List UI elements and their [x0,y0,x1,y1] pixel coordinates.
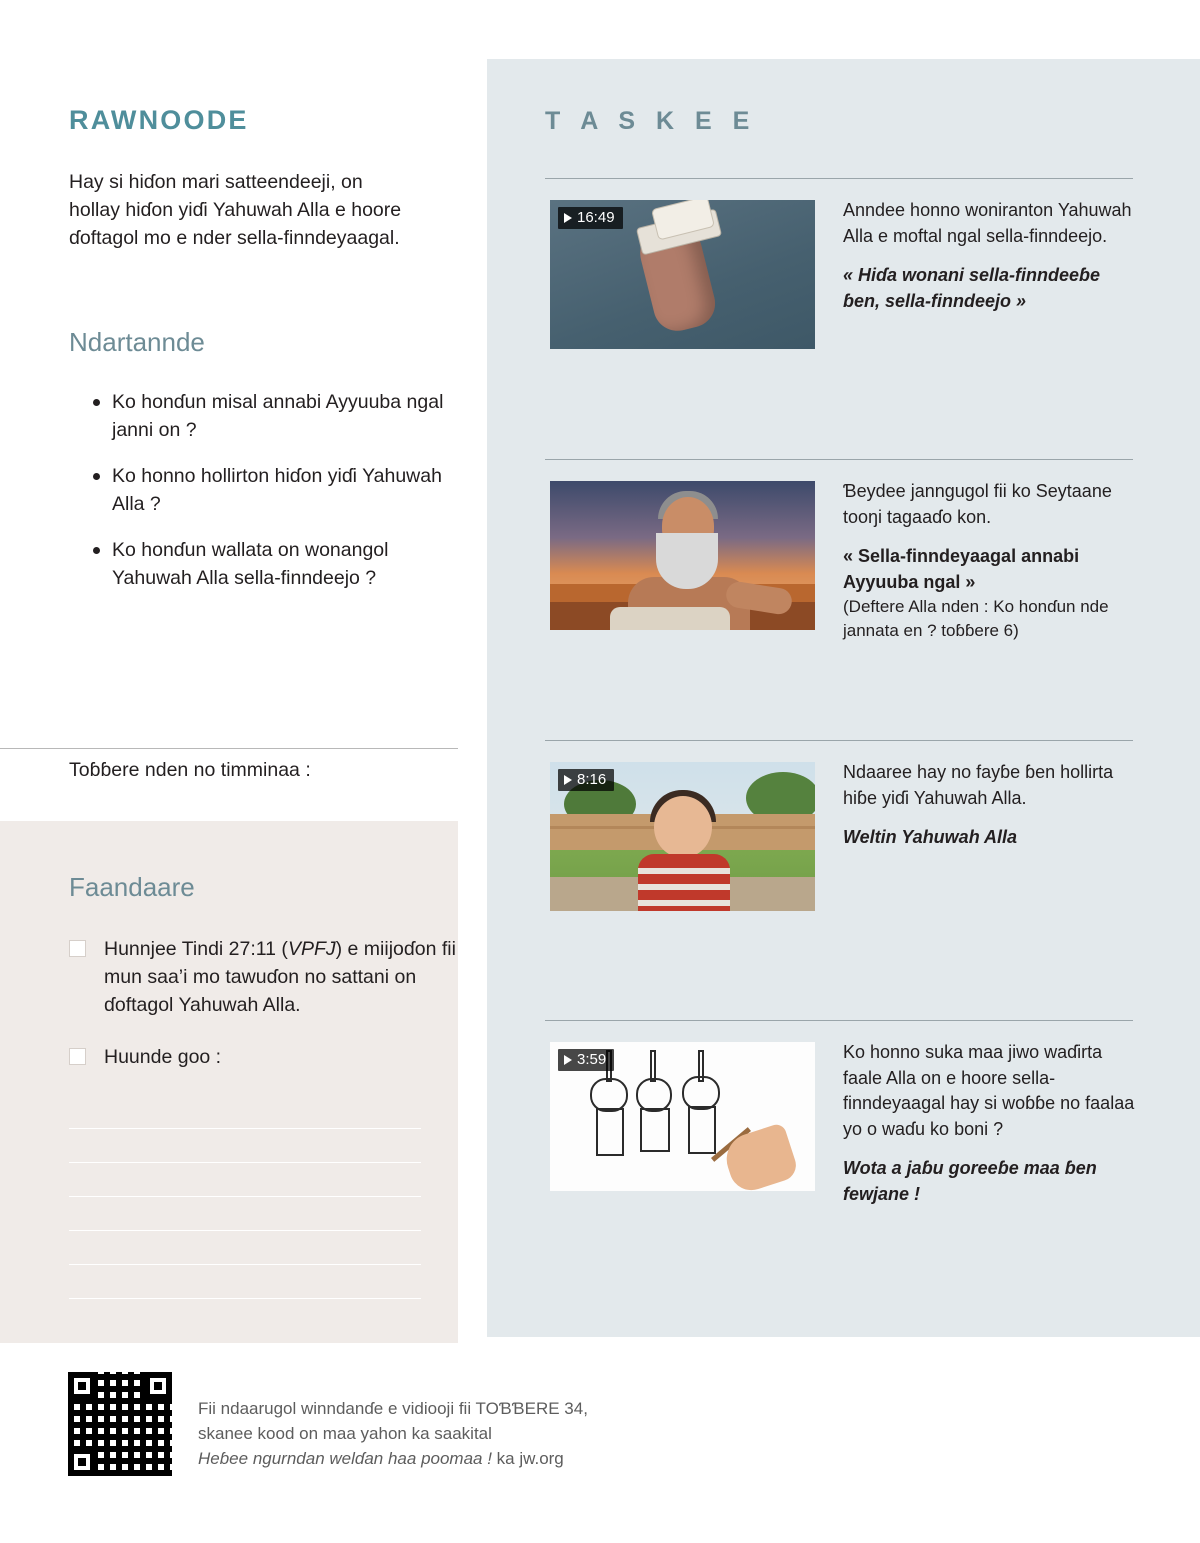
play-icon [564,1055,572,1065]
duration-label: 8:16 [577,771,607,788]
writing-line [69,1264,421,1265]
video-duration-badge [558,769,614,791]
row-description: Anndee honno woniranton Yahuwah Alla e moftal ngal sella-finndeejo. [843,200,1132,246]
video-thumbnail-4[interactable] [550,1042,815,1191]
play-icon [564,775,572,785]
media-row-text [843,479,1135,643]
checkbox[interactable] [69,1048,86,1065]
left-column [0,0,487,1343]
writing-line [69,1196,421,1197]
taskee-heading: T A S K E E [545,107,757,135]
goal-list [69,935,459,1095]
writing-line [69,1230,421,1231]
goal-text-pre: Huunde goo : [104,1046,222,1068]
article-thumbnail-2[interactable] [550,481,815,630]
list-item: Ko honno hollirton hiɗon yiɗi Yahuwah Alla ? [69,462,469,518]
row-title: Wota a jaɓu goreeɓe maa ɓen fewjane ! [843,1158,1097,1204]
footer-line-1: Fii ndaarugol winndanɗe e vidiooji fii TOƁƁERE 34, [198,1399,588,1418]
footer-line-3-italic: Heɓee ngurndan welɗan haa poomaa ! [198,1449,492,1468]
row-description: Ɓeydee janngugol fii ko Seytaane tooŋi tagaaɗo kon. [843,481,1112,527]
qr-code[interactable] [68,1372,172,1476]
divider [545,178,1133,179]
job-illustration-image [550,481,815,630]
writing-line [69,1128,421,1129]
goal-text-italic: VPFJ [287,938,336,960]
divider [545,740,1133,741]
row-title: « Hiɗa wonani sella-finndeeɓe ɓen, sella-finndeejo » [843,265,1101,311]
media-row-text [843,1040,1135,1207]
list-item: Ko honɗun misal annabi Ayyuuba ngal janni on ? [69,388,469,444]
completion-note: Toɓɓere nden no timminaa : [69,759,311,781]
video-thumbnail-3[interactable] [550,762,815,911]
list-item: Ko honɗun wallata on wonangol Yahuwah Alla sella-finndeejo ? [69,536,469,592]
video-thumbnail-1[interactable] [550,200,815,349]
list-item [69,935,459,1019]
duration-label: 16:49 [577,209,615,226]
footer-line-2: skanee kood on maa yahon ka saakital [198,1424,492,1443]
divider [545,1020,1133,1021]
divider [0,748,458,749]
section-title-ndartannde: Ndartannde [69,327,205,357]
checkbox[interactable] [69,940,86,957]
goal-text-pre: Hunnjee Tindi 27:11 ( [104,938,288,960]
video-duration-badge [558,207,623,229]
intro-paragraph: Hay si hiɗon mari satteendeeji, on hollay hiɗon yiɗi Yahuwah Alla e hoore ɗoftagol mo e nder sella-finndeyaagal. [69,171,402,249]
row-description: Ko honno suka maa jiwo waɗirta faale Alla on e hoore sella-finndeyaagal hay si woɓɓe no faalaa yo o waɗu ko boni ? [843,1042,1135,1139]
row-title: « Sella-finndeyaagal annabi Ayyuuba ngal » [843,546,1080,592]
footer-text [198,1396,758,1471]
section-title-faandaare: Faandaare [69,872,195,902]
media-row-text [843,760,1135,851]
question-list [69,388,469,610]
footer-line-3-rest: ka jw.org [491,1449,564,1468]
duration-label: 3:59 [577,1051,607,1068]
list-item [69,1043,459,1071]
goal-text-post: ) e miijoɗon fii mun saa’i mo tawuɗon no sattani on ɗoftagol Yahuwah Alla. [104,938,456,1016]
row-note: (Deftere Alla nden : Ko honɗun nde jannata en ? toɓɓere 6) [843,597,1109,640]
play-icon [564,213,572,223]
row-description: Ndaaree hay no fayɓe ɓen hollirta hiɓe yiɗi Yahuwah Alla. [843,762,1114,808]
media-row-text [843,198,1135,314]
video-duration-badge [558,1049,614,1071]
writing-line [69,1162,421,1163]
divider [545,459,1133,460]
writing-line [69,1298,421,1299]
writing-lines[interactable] [69,1128,421,1332]
page-title: RAWNOODE [69,105,249,135]
row-title: Weltin Yahuwah Alla [843,827,1018,847]
